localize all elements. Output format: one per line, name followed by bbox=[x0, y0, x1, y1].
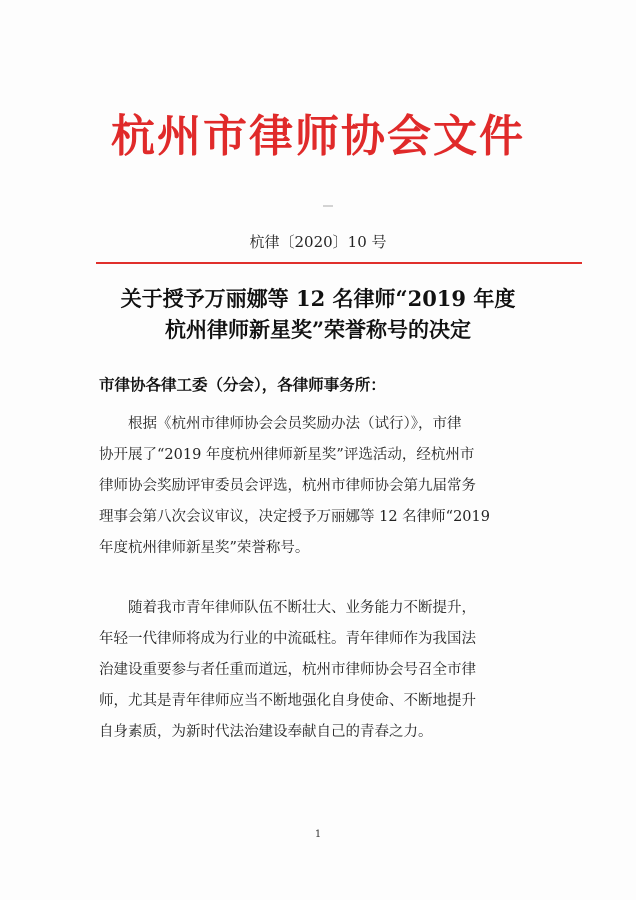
document-subject bbox=[0, 283, 636, 345]
paragraph-1 bbox=[99, 409, 539, 564]
red-divider-rule bbox=[96, 262, 582, 264]
org-header-title: 杭州市律师协会文件 bbox=[111, 111, 525, 162]
scan-speck bbox=[323, 205, 333, 207]
paragraph-2-line: 治建设重要参与者任重而道远，杭州市律师协会号召全市律 bbox=[99, 662, 476, 678]
subject-line-2: 杭州律师新星奖”荣誉称号的决定 bbox=[164, 317, 472, 342]
paragraph-1-line: 律师协会奖励评审委员会评选，杭州市律师协会第九届常务 bbox=[99, 478, 476, 494]
document-number: 杭律〔2020〕10 号 bbox=[249, 233, 387, 251]
paragraph-1-line: 理事会第八次会议审议，决定授予万丽娜等 12 名律师“2019 bbox=[99, 509, 490, 525]
page-number: 1 bbox=[314, 829, 322, 840]
salutation: 市律协各律工委（分会），各律师事务所： bbox=[99, 376, 386, 394]
paragraph-2 bbox=[99, 593, 539, 748]
paragraph-1-line: 年度杭州律师新星奖”荣誉称号。 bbox=[99, 540, 310, 556]
paragraph-2-line: 自身素质，为新时代法治建设奉献自己的青春之力。 bbox=[99, 724, 433, 740]
paragraph-2-line: 随着我市青年律师队伍不断壮大、业务能力不断提升， bbox=[128, 600, 476, 616]
paragraph-2-line: 年轻一代律师将成为行业的中流砥柱。青年律师作为我国法 bbox=[99, 631, 476, 647]
paragraph-2-line: 师，尤其是青年律师应当不断地强化自身使命、不断地提升 bbox=[99, 693, 476, 709]
subject-line-1: 关于授予万丽娜等 12 名律师“2019 年度 bbox=[120, 286, 516, 311]
paragraph-1-line: 根据《杭州市律师协会会员奖励办法（试行）》，市律 bbox=[128, 416, 462, 432]
paragraph-1-line: 协开展了“2019 年度杭州律师新星奖”评选活动，经杭州市 bbox=[99, 447, 475, 463]
